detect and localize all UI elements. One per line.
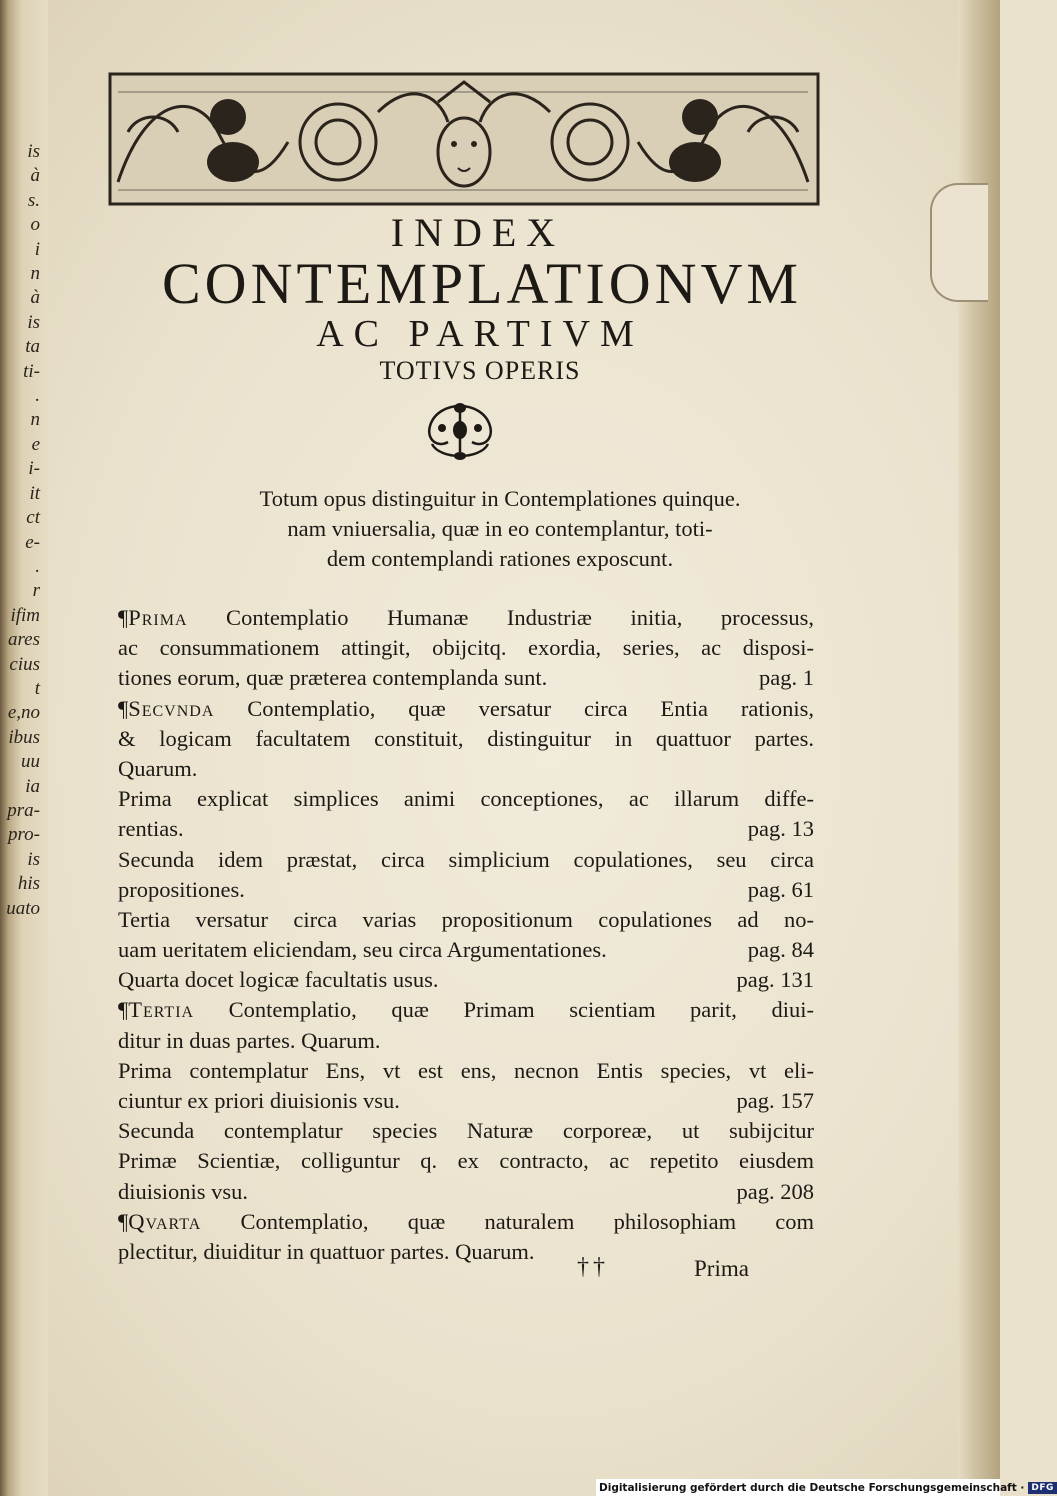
index-line-text bbox=[118, 997, 814, 1022]
entry-text: Prima contemplatur Ens, vt est ens, necnon Entis species, vt eli- bbox=[118, 1057, 814, 1083]
entry-text: Prima explicat simplices animi conceptiones, ac illarum diffe- bbox=[118, 786, 814, 812]
contemplation-ordinal: Tertia bbox=[128, 997, 195, 1023]
page-reference: pag. 131 bbox=[736, 967, 814, 993]
contemplation-ordinal: Secvnda bbox=[128, 695, 215, 721]
intro-line: dem contemplandi rationes exposcunt. bbox=[326, 546, 674, 571]
index-line-text bbox=[118, 847, 814, 872]
entry-text: diuisionis vsu. bbox=[118, 1178, 249, 1204]
index-line-text bbox=[118, 665, 547, 690]
facing-page-fragment: his bbox=[17, 873, 40, 895]
entry-text: Primæ Scientiæ, colliguntur q. ex contracto, ac repetito eiusdem bbox=[118, 1148, 814, 1174]
index-line bbox=[118, 875, 814, 905]
index-line bbox=[118, 845, 814, 875]
entry-text: ditur in duas partes. Quarum. bbox=[118, 1027, 381, 1053]
facing-page-fragment: uato bbox=[6, 897, 40, 919]
entry-text: ac consummationem attingit, obijcitq. exordia, series, ac disposi- bbox=[118, 635, 814, 661]
pilcrow-mark: ¶ bbox=[118, 1208, 129, 1234]
page-reference: pag. 61 bbox=[747, 876, 814, 902]
facing-page-fragment: uu bbox=[21, 751, 40, 773]
facing-page-fragment: ibus bbox=[8, 726, 40, 748]
contemplation-ordinal: Prima bbox=[128, 605, 188, 630]
facing-page-fragment: . bbox=[35, 385, 40, 407]
index-line-text bbox=[118, 1179, 248, 1204]
index-line-text bbox=[118, 726, 814, 751]
page-reference: pag. 1 bbox=[759, 665, 814, 691]
index-line-text bbox=[118, 1209, 814, 1234]
facing-page-fragment: pro- bbox=[7, 824, 40, 846]
facing-page-fragment: ta bbox=[25, 336, 40, 358]
facing-page-fragment: e- bbox=[25, 531, 40, 553]
entry-text: ciuntur ex priori diuisionis vsu. bbox=[118, 1088, 400, 1113]
facing-page-fragment: ia bbox=[25, 775, 40, 797]
index-line-text bbox=[118, 937, 607, 962]
entry-text: Contemplatio, quæ versatur circa Entia rationis, bbox=[214, 695, 814, 721]
dfg-credit-bar bbox=[596, 1479, 1054, 1496]
index-line-text bbox=[118, 1148, 814, 1173]
entry-text: Contemplatio, quæ Primam scientiam parit, diui- bbox=[194, 997, 814, 1023]
facing-page-fragment: s. bbox=[27, 189, 40, 211]
woodcut-headpiece-ornament bbox=[108, 72, 820, 206]
heading-ac-partium: AC PARTIVM bbox=[316, 313, 644, 355]
index-line bbox=[118, 1086, 814, 1116]
index-line-text bbox=[118, 605, 814, 630]
index-line-text bbox=[118, 756, 197, 781]
index-line bbox=[118, 935, 814, 965]
fleuron-ornament bbox=[420, 398, 500, 464]
index-line bbox=[118, 1146, 814, 1176]
index-line bbox=[118, 1207, 814, 1237]
index-line bbox=[118, 905, 814, 935]
index-line bbox=[118, 1116, 814, 1146]
entry-text: plectitur, diuiditur in quattuor partes. Quarum. bbox=[118, 1238, 535, 1264]
entry-text: propositiones. bbox=[118, 876, 245, 902]
facing-page-fragment: ti- bbox=[23, 360, 40, 382]
index-line bbox=[118, 603, 814, 633]
page-reference: pag. 157 bbox=[736, 1088, 814, 1113]
entry-text: uam ueritatem eliciendam, seu circa Argumentationes. bbox=[118, 937, 607, 963]
facing-page-fragment: is bbox=[27, 141, 40, 162]
entry-text: Quarta docet logicæ facultatis usus. bbox=[118, 967, 439, 993]
index-line bbox=[118, 965, 814, 995]
index-line bbox=[118, 995, 814, 1025]
entry-text: tiones eorum, quæ præterea contemplanda sunt. bbox=[118, 665, 548, 691]
index-line-text bbox=[118, 696, 814, 721]
index-line bbox=[118, 784, 814, 814]
pilcrow-mark: ¶ bbox=[118, 605, 129, 630]
facing-page-fragment: is bbox=[27, 848, 40, 870]
facing-page-fragment: n bbox=[30, 409, 40, 431]
facing-page-fragment: cius bbox=[9, 653, 40, 675]
entry-text: & logicam facultatem constituit, distinguitur in quattuor partes. bbox=[118, 725, 814, 751]
index-line bbox=[118, 1056, 814, 1086]
index-line-text bbox=[118, 1239, 535, 1264]
index-line bbox=[118, 724, 814, 754]
index-line bbox=[118, 1177, 814, 1207]
entry-text: Secunda idem præstat, circa simplicium copulationes, seu circa bbox=[118, 846, 814, 872]
facing-page-fragment: n bbox=[30, 263, 40, 285]
pilcrow-mark: ¶ bbox=[118, 695, 129, 721]
index-line bbox=[118, 694, 814, 724]
heading-totius-operis: TOTIVS OPERIS bbox=[379, 356, 581, 385]
facing-page-fragment: à bbox=[30, 165, 40, 187]
facing-page-fragment: e,no bbox=[7, 702, 40, 724]
facing-page-fragment: i- bbox=[28, 458, 40, 480]
facing-page-fragment: i bbox=[34, 238, 40, 260]
index-line bbox=[118, 633, 814, 663]
index-line bbox=[118, 663, 814, 693]
facing-page-fragment: o bbox=[30, 214, 40, 236]
page-reference: pag. 208 bbox=[736, 1178, 814, 1204]
catchword: Prima bbox=[694, 1256, 749, 1281]
dfg-credit-text: Digitalisierung gefördert durch die Deutsche Forschungsgemeinschaft · bbox=[599, 1481, 1025, 1494]
facing-page-fragment: it bbox=[29, 482, 40, 504]
index-line-text bbox=[118, 877, 245, 902]
facing-page-fragment: ct bbox=[26, 507, 40, 529]
facing-page-fragment: pra- bbox=[7, 799, 40, 821]
entry-text: Quarum. bbox=[118, 755, 198, 781]
facing-page-fragment: t bbox=[34, 677, 40, 699]
heading-index: INDEX bbox=[390, 210, 566, 255]
index-line bbox=[118, 814, 814, 844]
index-line bbox=[118, 754, 814, 784]
index-line-text bbox=[118, 907, 814, 932]
facing-page-fragment: ares bbox=[7, 629, 40, 651]
entry-text: Tertia versatur circa varias propositionum copulationes ad no- bbox=[118, 906, 814, 932]
page-reference: pag. 84 bbox=[747, 937, 814, 963]
dfg-logo: DFG bbox=[1028, 1482, 1057, 1494]
index-entries bbox=[118, 603, 814, 1267]
entry-text: Secunda contemplatur species Naturæ corporeæ, ut subijcitur bbox=[118, 1118, 814, 1144]
index-line-text bbox=[118, 786, 814, 811]
contemplation-ordinal: Qvarta bbox=[128, 1208, 202, 1234]
intro-paragraph bbox=[0, 484, 1000, 574]
facing-page-fragment: à bbox=[30, 287, 40, 309]
heading-contemplationum: CONTEMPLATIONVM bbox=[162, 251, 802, 316]
facing-page-fragment: is bbox=[27, 311, 40, 333]
index-line-text bbox=[118, 1058, 814, 1083]
index-line-text bbox=[118, 635, 814, 660]
index-line-text bbox=[118, 816, 184, 841]
entry-text: Contemplatio Humanæ Industriæ initia, processus, bbox=[187, 605, 814, 630]
facing-page-fragment: . bbox=[35, 555, 40, 577]
index-line-text bbox=[118, 967, 439, 992]
page-reference: pag. 13 bbox=[747, 816, 814, 842]
entry-text: rentias. bbox=[118, 816, 184, 842]
signature-mark: †† bbox=[577, 1254, 609, 1280]
facing-page-fragment: e bbox=[31, 433, 40, 455]
index-line-text bbox=[118, 1028, 380, 1053]
index-line bbox=[118, 1026, 814, 1056]
facing-page-fragment: ifim bbox=[10, 604, 40, 626]
entry-text: Contemplatio, quæ naturalem philosophiam com bbox=[201, 1208, 814, 1234]
pilcrow-mark: ¶ bbox=[118, 997, 129, 1023]
facing-page-fragment: r bbox=[32, 580, 40, 602]
index-line-text bbox=[118, 1088, 400, 1113]
intro-line: Totum opus distinguitur in Contemplationes quinque. bbox=[259, 486, 741, 511]
index-line-text bbox=[118, 1118, 814, 1143]
intro-line: nam vniuersalia, quæ in eo contemplantur, toti- bbox=[287, 516, 713, 541]
